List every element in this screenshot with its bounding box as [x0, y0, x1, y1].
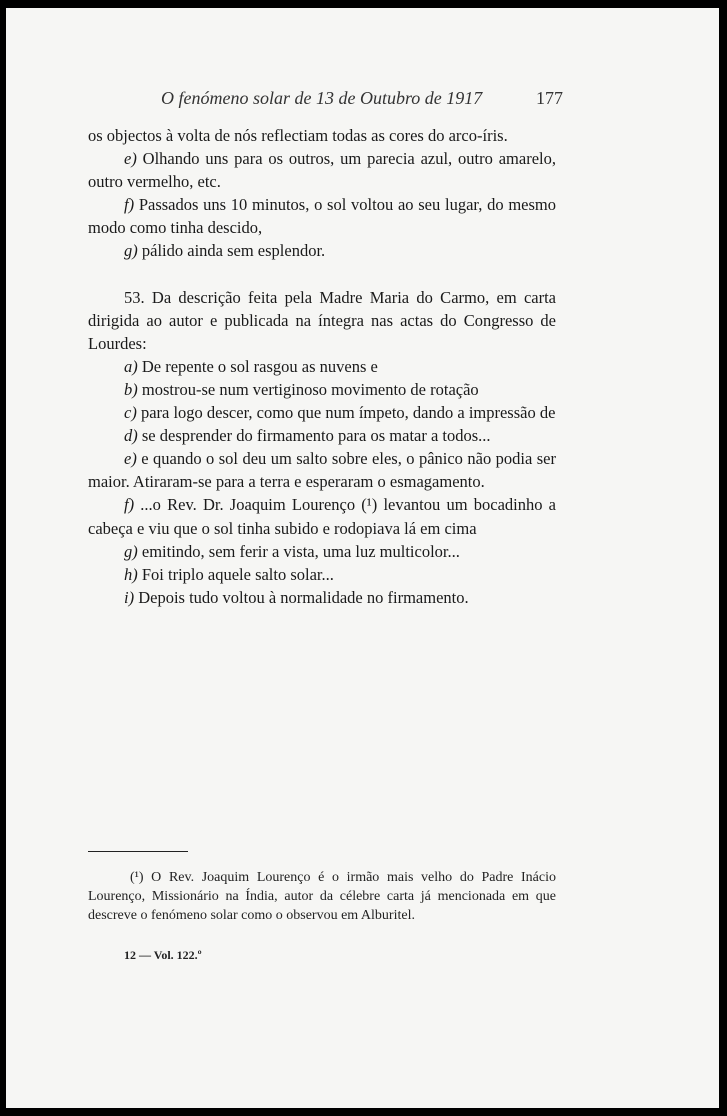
running-header: [6, 88, 719, 112]
list-item-e: [88, 147, 556, 193]
item-text: pálido ainda sem esplendor.: [137, 241, 326, 261]
item-text: para logo descer, como que num ímpeto, dando a impressão de: [136, 403, 556, 423]
item-text: Depois tudo voltou à normalidade no firmamento.: [134, 587, 469, 607]
list-item-e2: [88, 447, 556, 493]
item-label: b): [124, 379, 138, 399]
printer-signature: 12 — Vol. 122.º: [124, 948, 202, 962]
footnote-text: (¹) O Rev. Joaquim Lourenço é o irmão mais velho do Padre Inácio Lourenço, Missionário na Índia, autor da célebre carta já mencionada em que descreve o fenómeno solar como o observou em Alburitel.: [88, 870, 556, 923]
item-label: a): [124, 356, 138, 376]
paragraph-text: 53. Da descrição feita pela Madre Maria do Carmo, em carta dirigida ao autor e publicada na íntegra nas actas do Congresso de Lourdes:: [88, 287, 556, 353]
body-text: [88, 124, 556, 609]
item-text: emitindo, sem ferir a vista, uma luz multicolor...: [137, 541, 460, 561]
paragraph-gap: [88, 263, 556, 286]
list-item-d: [88, 424, 556, 447]
page-number: 177: [536, 88, 563, 108]
item-label: g): [124, 541, 138, 561]
item-text: De repente o sol rasgou as nuvens e: [137, 356, 378, 376]
list-item-c: [88, 401, 556, 424]
item-text: Passados uns 10 minutos, o sol voltou ao seu lugar, do mesmo modo como tinha descido,: [88, 195, 556, 238]
item-label: e): [124, 149, 137, 169]
item-label: f): [124, 195, 135, 215]
paragraph-text: os objectos à volta de nós reflectiam todas as cores do arco-íris.: [88, 126, 508, 145]
running-title: O fenómeno solar de 13 de Outubro de 1917: [161, 88, 483, 108]
footnote-divider: [88, 851, 188, 852]
item-text: ...o Rev. Dr. Joaquim Lourenço (¹) levantou um bocadinho a cabeça e viu que o sol tinha subido e rodopiava lá em cima: [88, 495, 556, 538]
item-label: d): [124, 426, 138, 446]
item-text: e quando o sol deu um salto sobre eles, o pânico não podia ser maior. Atiraram-se para a terra e esperaram o esmagamento.: [88, 449, 556, 492]
item-label: c): [124, 403, 137, 423]
list-item-h: [88, 563, 556, 586]
item-label: e): [124, 449, 137, 469]
list-item-a: [88, 355, 556, 378]
list-item-f: [88, 193, 556, 239]
list-item-b: [88, 378, 556, 401]
item-label: i): [124, 587, 135, 607]
item-text: se desprender do firmamento para os matar a todos...: [137, 426, 491, 446]
paragraph-53: [88, 286, 556, 355]
paragraph-continuation: [88, 124, 556, 147]
list-item-i: [88, 586, 556, 609]
list-item-g: [88, 239, 556, 262]
item-text: Foi triplo aquele salto solar...: [137, 564, 334, 584]
item-text: Olhando uns para os outros, um parecia azul, outro amarelo, outro vermelho, etc.: [88, 149, 556, 192]
list-item-g2: [88, 540, 556, 563]
item-text: mostrou-se num vertiginoso movimento de rotação: [137, 379, 479, 399]
item-label: h): [124, 564, 138, 584]
list-item-f2: [88, 493, 556, 539]
item-label: f): [124, 495, 135, 515]
footnote: [88, 868, 556, 925]
item-label: g): [124, 241, 138, 261]
